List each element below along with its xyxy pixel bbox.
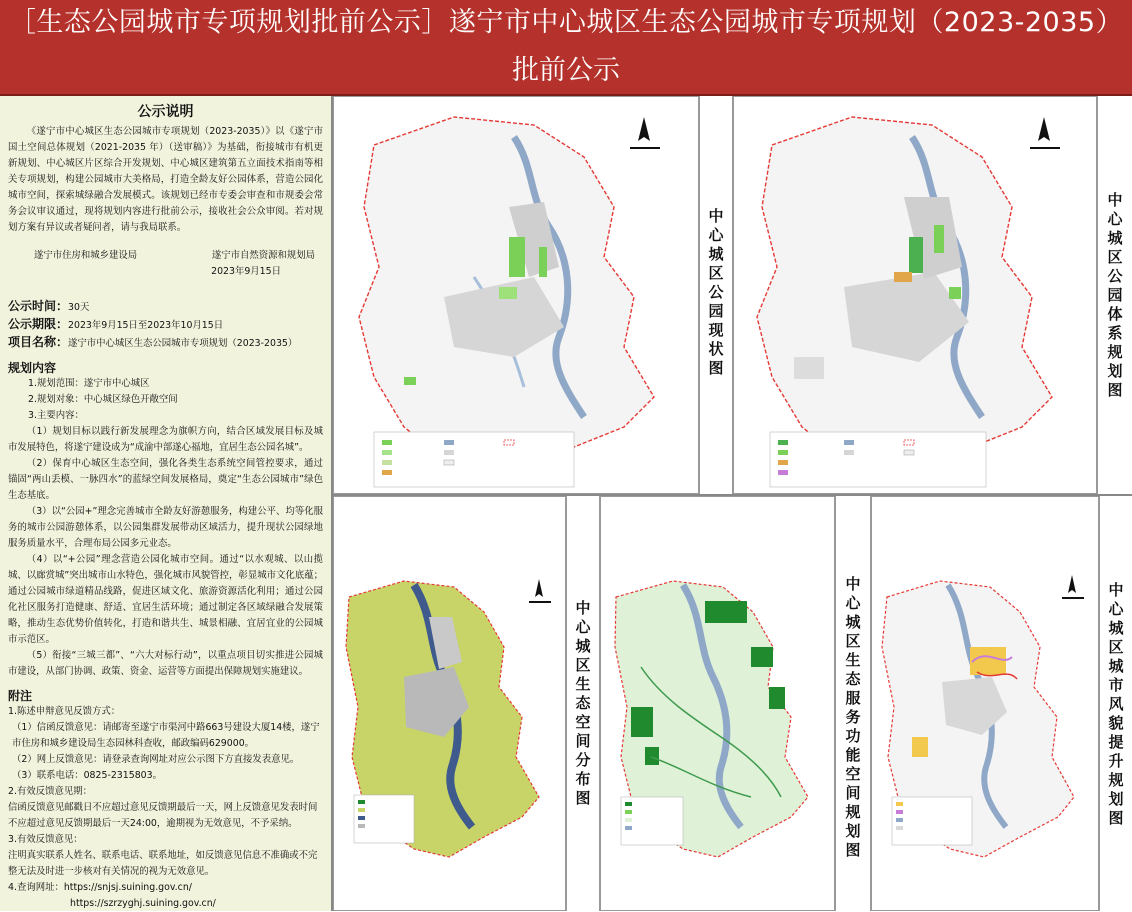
map-cityscape — [871, 496, 1099, 911]
appendix-line: 信函反馈意见邮戳日不应超过意见反馈期最后一天，网上反馈意见发表时间不应超过意见反馈期最后一天24:00，逾期视为无效意见，不予采纳。 — [8, 802, 318, 829]
map-eco-space-graphic — [334, 497, 565, 910]
map-cityscape-label: 中心城区城市风貌提升规划图 — [1099, 496, 1132, 911]
page-title: ［生态公园城市专项规划批前公示］遂宁市中心城区生态公园城市专项规划（2023-2035） — [8, 7, 1124, 38]
appendix-line: 2.有效反馈意见期： — [8, 786, 92, 797]
map-park-status-graphic — [334, 97, 698, 493]
notice-orgs — [8, 248, 323, 264]
north-arrow-icon — [529, 579, 551, 603]
appendix-line: 1.陈述申辩意见反馈方式： — [8, 706, 121, 717]
scope-item-1: 1.规划范围：遂宁市中心城区 — [28, 378, 150, 389]
map-park-system-label: 中心城区公园体系规划图 — [1097, 96, 1132, 494]
org-housing: 遂宁市住房和城乡建设局 — [34, 250, 138, 261]
appendix-heading: 附注 — [8, 689, 33, 703]
north-arrow-icon — [630, 117, 660, 149]
map-legend — [892, 797, 972, 845]
map-park-system-graphic — [734, 97, 1096, 493]
map-park-status — [333, 96, 699, 494]
scope-content-3: （3）以“公园+”理念完善城市全龄友好游憩服务，构建公平、均等化服务的城市公园游憩体系，以公园集群发展带动区域活力，提升现状公园绿地服务质量水平，合理布局公园多元业态。 — [8, 506, 323, 549]
query-url-1[interactable]: 4.查询网址：https://snjsj.suining.gov.cn/ — [8, 882, 192, 893]
notice-panel — [0, 96, 333, 911]
page-header — [0, 0, 1132, 96]
query-url-2[interactable]: https://szrzyghj.suining.gov.cn/ — [70, 898, 216, 909]
map-park-status-label: 中心城区公园现状图 — [699, 96, 733, 494]
appendix-line: （3）联系电话：0825-2315803。 — [12, 770, 162, 781]
notice-date: 2023年9月15日 — [211, 266, 281, 277]
scope-item-2: 2.规划对象：中心城区绿色开敞空间 — [28, 394, 178, 405]
scope-heading: 规划内容 — [8, 361, 57, 375]
period-row: 公示期限：2023年9月15日至2023年10月15日 — [8, 317, 224, 331]
map-eco-service-label: 中心城区生态服务功能空间规划图 — [835, 496, 871, 911]
scope-content-1: （1）规划目标以践行新发展理念为旗帜方向，结合区域发展目标及城市发展特色，将遂宁建设成为“成渝中部遂心福地，宜居生态公园名城”。 — [8, 426, 323, 453]
project-row: 项目名称：遂宁市中心城区生态公园城市专项规划（2023-2035） — [8, 335, 298, 349]
map-park-system — [733, 96, 1097, 494]
scope-content-4: （4）以“+公园”理念营造公园化城市空间。通过“以水观城、以山揽城、以廊赏城”突出城市山水特色，强化城市风貌管控，彰显城市文化底蕴；通过公园城市绿道精品线路，促进区域文化、旅游资源活化利用；通过公园化社区服务打造健康、舒适、宜居生活环境；通过制定各区域绿融合发展策略，推动生态优势价值转化，打造和谐共生、城景相融、宜居宜业的公园城市示范区。 — [8, 554, 323, 645]
north-arrow-icon — [1062, 575, 1084, 599]
appendix-line: （1）信函反馈意见：请邮寄至遂宁市渠河中路663号建设大厦14楼，遂宁市住房和城乡建设局生态园林科查收，邮政编码629000。 — [12, 722, 320, 749]
page-subtitle: 批前公示 — [512, 55, 620, 86]
notice-body: 《遂宁市中心城区生态公园城市专项规划（2023-2035）》以《遂宁市国土空间总体规划（2021-2035 年）（送审稿）》为基础，衔接城市有机更新规划、中心城区片区综合开发规划、中心城区建筑第五立面技术指南等相关专项规划，构建公园城市大美格局，打造全龄友好公园体系，营造公园化城市空间，探索城绿融合发展模式。该规划已经市专委会审查和市规委会常务会议审议通过，现将规划内容进行批前公示，接收社会公众审阅。若对规划方案有异议或者疑问者，请与我局联系。 — [8, 126, 323, 233]
map-eco-service — [600, 496, 835, 911]
appendix-line: 注明真实联系人姓名、联系电话、联系地址，如反馈意见信息不准确或不完整无法及时进一步核对有关情况的视为无效意见。 — [8, 850, 318, 877]
scope-content-5: （5）衔接“三城三都”、“六大对标行动”，以重点项目切实推进公园城市建设，从部门协调、政策、资金、运营等方面提出保障规划实施建议。 — [8, 650, 323, 677]
scope-content-2: （2）保育中心城区生态空间，强化各类生态系统空间管控要求，通过锚固“两山丢模、一脉四水”的蓝绿空间发展格局，奠定“生态公园城市”绿色生态基底。 — [8, 458, 323, 501]
scope-item-3: 3.主要内容： — [28, 410, 84, 421]
map-eco-space — [333, 496, 566, 911]
map-cityscape-graphic — [872, 497, 1098, 910]
map-legend — [374, 432, 574, 487]
map-eco-space-label: 中心城区生态空间分布图 — [566, 496, 600, 911]
org-planning: 遂宁市自然资源和规划局 — [211, 250, 315, 261]
map-legend — [770, 432, 986, 487]
notice-heading: 公示说明 — [137, 104, 194, 120]
north-arrow-icon — [1030, 117, 1060, 149]
time-row: 公示时间：30天 — [8, 299, 90, 313]
appendix-line: 3.有效反馈意见： — [8, 834, 83, 845]
map-eco-service-graphic — [601, 497, 834, 910]
appendix-line: （2）网上反馈意见：请登录查询网址对应公示图下方直接发表意见。 — [12, 754, 300, 765]
